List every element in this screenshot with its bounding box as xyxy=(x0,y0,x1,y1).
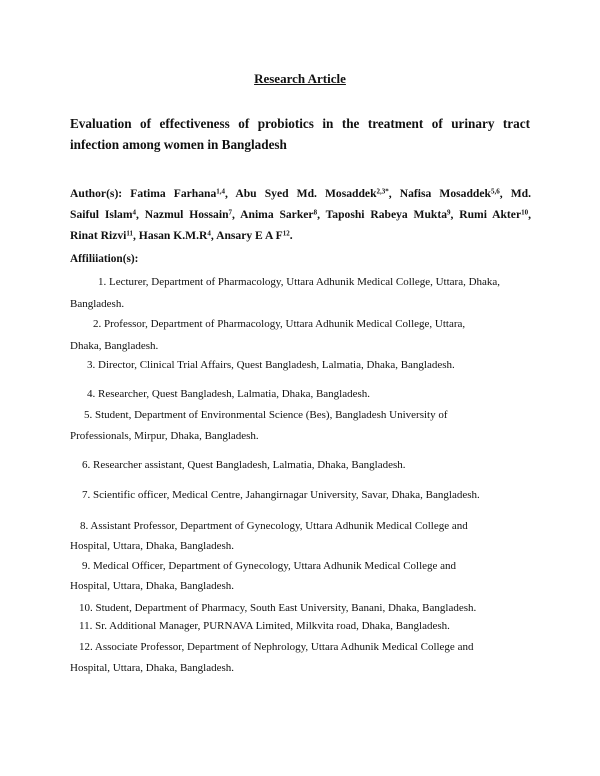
affiliation-line: 3. Director, Clinical Trial Affairs, Quest Bangladesh, Lalmatia, Dhaka, Bangladesh. xyxy=(87,359,455,371)
section-label: Research Article xyxy=(254,71,346,86)
author-line-3 xyxy=(70,225,531,246)
title-line-2: infection among women in Bangladesh xyxy=(70,137,287,152)
author: Hasan $K.M.R^4$, xyxy=(138,229,214,242)
affiliation-line: 6. Researcher assistant, Quest Bangladesh, Lalmatia, Dhaka, Bangladesh. xyxy=(82,459,406,471)
affiliation-line: Hospital, Uttara, Dhaka, Bangladesh. xyxy=(70,540,235,552)
affiliation-line: 11. Sr. Additional Manager, PURNAVA Limited, Milkvita road, Dhaka, Bangladesh. xyxy=(79,620,450,632)
affiliation-line: 7. Scientific officer, Medical Centre, Jahangirnagar University, Savar, Dhaka, Bangladesh. xyxy=(82,489,480,501)
affiliation-line: 9. Medical Officer, Department of Gynecology, Uttara Adhunik Medical College and xyxy=(82,560,457,572)
affiliation-line: 2. Professor, Department of Pharmacology, Uttara Adhunik Medical College, Uttara, xyxy=(93,318,466,330)
author: Nafisa Mosaddek$^{5,6}$, xyxy=(399,187,503,200)
author: Abu Syed Md. Mosaddek$^{2,3*}$, xyxy=(235,187,392,200)
title-line-1: Evaluation of effectiveness of probiotics in the treatment of urinary tract xyxy=(70,116,530,131)
author-list xyxy=(70,183,531,246)
author: Md. xyxy=(510,187,531,200)
affiliation-line: Bangladesh. xyxy=(70,298,125,310)
affiliation-line: 12. Associate Professor, Department of Nephrology, Uttara Adhunik Medical College and xyxy=(79,641,474,653)
author: Nazmul Hossain$^7$, xyxy=(144,208,235,221)
affiliation-line: 4. Researcher, Quest Bangladesh, Lalmatia, Dhaka, Bangladesh. xyxy=(87,388,371,400)
affiliation-line: 10. Student, Department of Pharmacy, South East University, Banani, Dhaka, Bangladesh. xyxy=(79,602,477,614)
author: Taposhi Rabeya Mukta$^9$, xyxy=(325,208,454,221)
affiliation-line: 1. Lecturer, Department of Pharmacology, Uttara Adhunik Medical College, Uttara, Dhaka, xyxy=(98,276,501,288)
affiliation-line: Professionals, Mirpur, Dhaka, Bangladesh. xyxy=(70,430,259,442)
author-line-1 xyxy=(70,183,531,204)
affiliation-line: Dhaka, Bangladesh. xyxy=(70,340,159,352)
affiliation-line: Hospital, Uttara, Dhaka, Bangladesh. xyxy=(70,580,235,592)
author: Ansary E A $F^{12}$. xyxy=(216,229,293,242)
author: Anima Sarker$^8$, xyxy=(240,208,320,221)
author: Rumi Akter$^{10}$, xyxy=(459,208,531,221)
affiliation-line: 5. Student, Department of Environmental Science (Bes), Bangladesh University of xyxy=(84,409,448,421)
affiliation-line: 8. Assistant Professor, Department of Gynecology, Uttara Adhunik Medical College and xyxy=(80,520,468,532)
authors-label: Author(s): xyxy=(70,187,123,200)
author: Saiful Islam$^4$, xyxy=(70,208,139,221)
article-title xyxy=(70,113,530,155)
affiliations-heading: Affiliiation(s): xyxy=(70,253,139,265)
affiliation-line: Hospital, Uttara, Dhaka, Bangladesh. xyxy=(70,662,235,674)
author: Rinat Rizvi$^{11}$, xyxy=(70,229,136,242)
author: Fatima Farhana$^{1,4}$, xyxy=(130,187,228,200)
author-line-2 xyxy=(70,204,531,225)
